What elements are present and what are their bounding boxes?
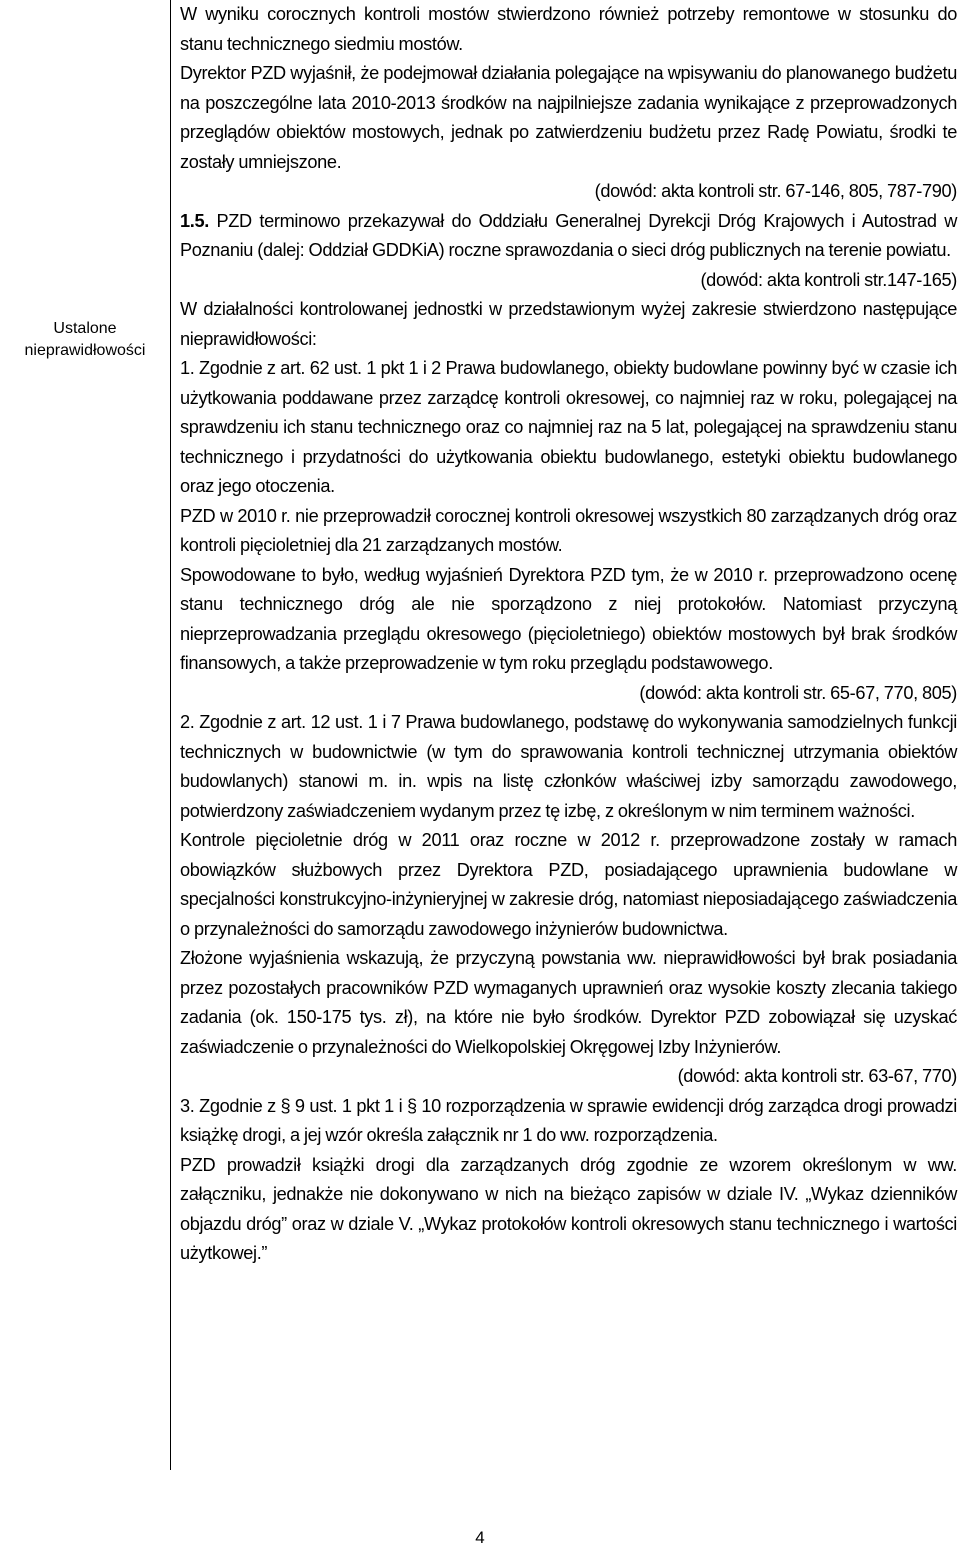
- paragraph: Złożone wyjaśnienia wskazują, że przyczyną powstania ww. nieprawidłowości był brak posiadania przez pozostałych pracowników PZD wymaganych uprawnień oraz wysokie koszty zlecania takiego zadania (ok. 150-175 tys. zł), na które nie było środków. Dyrektor PZD zobowiązał się uzyskać zaświadczenie o przynależności do Wielkopolskiej Okręgowej Izby Inżynierów.: [180, 948, 957, 1057]
- paragraph: Dyrektor PZD wyjaśnił, że podejmował działania polegające na wpisywaniu do planowanego budżetu na poszczególne lata 2010-2013 środków na najpilniejsze zadania wynikające z przeprowadzonych przeglądów obiektów mostowych, jednak po zatwierdzeniu budżetu przez Radę Powiatu, środki te zostały umniejszone.: [180, 63, 957, 172]
- paragraph: Spowodowane to było, według wyjaśnień Dyrektora PZD tym, że w 2010 r. przeprowadzono ocenę stanu technicznego dróg ale nie sporządzono z niej protokołów. Natomiast przyczyną nieprzeprowadzania przeglądu okresowego (pięcioletniego) obiektów mostowych był brak środków finansowych, a także przeprowadzenie w tym roku przeglądu podstawowego.: [180, 564, 957, 673]
- evidence-reference: (dowód: akta kontroli str. 67-146, 805, 787-790): [594, 181, 957, 201]
- margin-divider: [170, 0, 171, 1470]
- evidence-reference: (dowód: akta kontroli str.147-165): [700, 269, 957, 290]
- document-body: [180, 0, 957, 1269]
- margin-note-line-1: Ustalone: [53, 320, 117, 337]
- page-number: 4: [475, 1528, 485, 1547]
- section-number: 1.5.: [180, 210, 209, 231]
- paragraph: PZD prowadził książki drogi dla zarządzanych dróg zgodnie ze wzorem określonym w ww. załączniku, jednakże nie dokonywano w nich na bieżąco zapisów w dziale IV. „Wykaz dzienników objazdu dróg” oraz w dziale V. „Wykaz protokołów kontroli okresowych stanu technicznego i wartości użytkowej.”: [180, 1154, 957, 1263]
- margin-note: [0, 318, 170, 362]
- paragraph-text: PZD terminowo przekazywał do Oddziału Generalnej Dyrekcji Dróg Krajowych i Autostrad w Poznaniu (dalej: Oddział GDDKiA) roczne sprawozdania o sieci dróg publicznych na terenie powiatu.: [180, 210, 957, 260]
- paragraph: 1. Zgodnie z art. 62 ust. 1 pkt 1 i 2 Prawa budowlanego, obiekty budowlane powinny być w czasie ich użytkowania poddawane przez zarządcę kontroli okresowej, co najmniej raz w roku, polegającej na sprawdzeniu ich stanu technicznego oraz co najmniej raz na 5 lat, polegającej na sprawdzeniu stanu technicznego i przydatności do użytkowania obiektu budowlanego, estetyki obiektu budowlanego oraz jego otoczenia.: [180, 358, 957, 496]
- paragraph: W działalności kontrolowanej jednostki w przedstawionym wyżej zakresie stwierdzono następujące nieprawidłowości:: [180, 299, 957, 349]
- evidence-reference: (dowód: akta kontroli str. 65-67, 770, 805): [639, 682, 957, 703]
- paragraph: W wyniku corocznych kontroli mostów stwierdzono również potrzeby remontowe w stosunku do stanu technicznego siedmiu mostów.: [180, 4, 957, 54]
- paragraph: PZD w 2010 r. nie przeprowadził corocznej kontroli okresowej wszystkich 80 zarządzanych dróg oraz kontroli pięcioletniej dla 21 zarządzanych mostów.: [180, 505, 957, 555]
- paragraph: [180, 207, 957, 266]
- paragraph: 3. Zgodnie z § 9 ust. 1 pkt 1 i § 10 rozporządzenia w sprawie ewidencji dróg zarządca drogi prowadzi książkę drogi, a jej wzór określa załącznik nr 1 do ww. rozporządzenia.: [180, 1095, 957, 1145]
- evidence-reference: (dowód: akta kontroli str. 63-67, 770): [677, 1066, 957, 1086]
- paragraph: 2. Zgodnie z art. 12 ust. 1 i 7 Prawa budowlanego, podstawę do wykonywania samodzielnych funkcji technicznych w budownictwie (w tym do sprawowania kontroli technicznej utrzymania obiektów budowlanych) stanowi m. in. wpis na listę członków właściwej izby samorządu zawodowego, potwierdzony zaświadczeniem wydanym przez tę izbę, z określonym w nim terminem ważności.: [180, 712, 957, 821]
- margin-note-line-2: nieprawidłowości: [24, 342, 146, 359]
- paragraph: Kontrole pięcioletnie dróg w 2011 oraz roczne w 2012 r. przeprowadzone zostały w ramach obowiązków służbowych przez Dyrektora PZD, posiadającego uprawnienia budowlane w specjalności konstrukcyjno-inżynieryjnej w zakresie dróg, natomiast nieposiadającego zaświadczenia o przynależności do samorządu zawodowego inżynierów budownictwa.: [180, 830, 957, 939]
